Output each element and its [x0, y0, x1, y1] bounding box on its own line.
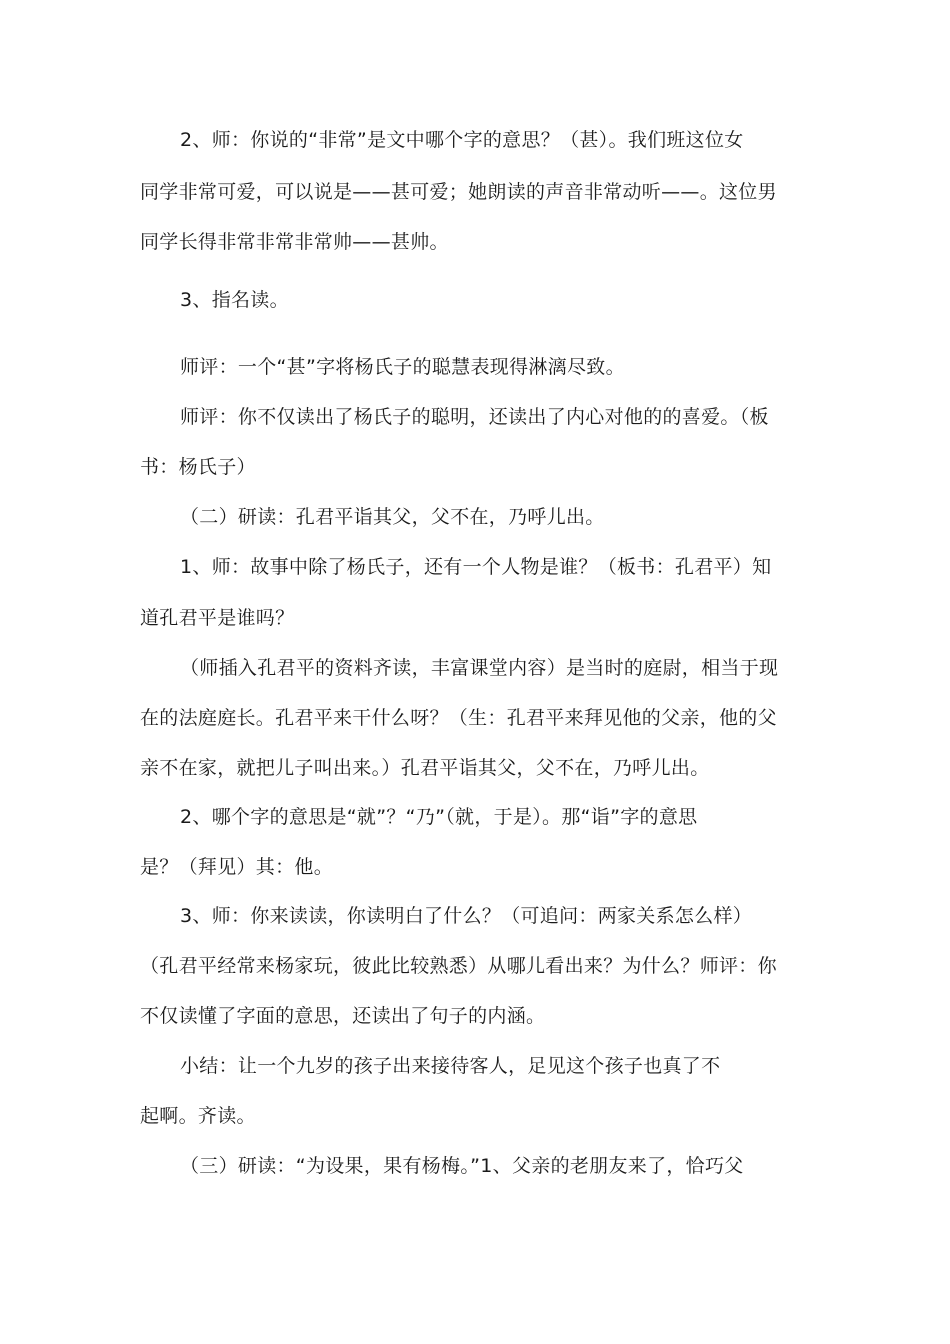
paragraph-line: 同学长得非常非常非常帅——甚帅。 [140, 231, 449, 253]
paragraph-line: 道孔君平是谁吗？ [140, 607, 295, 629]
paragraph-line: 在的法庭庭长。孔君平来干什么呀？（生：孔君平来拜见他的父亲，他的父 [140, 707, 777, 729]
paragraph-line: 师评：一个“甚”字将杨氏子的聪慧表现得淋漓尽致。 [180, 356, 625, 378]
paragraph-line: 起啊。齐读。 [140, 1105, 256, 1127]
paragraph-line: （三）研读：“为设果，果有杨梅。”1、父亲的老朋友来了，恰巧父 [180, 1155, 744, 1177]
paragraph-line: 是？（拜见）其：他。 [140, 856, 334, 878]
paragraph-line: （二）研读：孔君平诣其父，父不在，乃呼儿出。 [180, 506, 605, 528]
paragraph-line: 2、哪个字的意思是“就”？“乃”（就，于是）。那“诣”字的意思 [180, 806, 698, 828]
paragraph-line: 3、指名读。 [180, 289, 289, 311]
paragraph-line: （孔君平经常来杨家玩，彼此比较熟悉）从哪儿看出来？为什么？师评：你 [140, 955, 777, 977]
paragraph-line: 小结：让一个九岁的孩子出来接待客人，足见这个孩子也真了不 [180, 1055, 721, 1077]
paragraph-line: 1、师：故事中除了杨氏子，还有一个人物是谁？（板书：孔君平）知 [180, 556, 772, 578]
paragraph-line: （师插入孔君平的资料齐读，丰富课堂内容）是当时的庭尉，相当于现 [180, 657, 779, 679]
paragraph-line: 3、师：你来读读，你读明白了什么？（可追问：两家关系怎么样） [180, 905, 753, 927]
paragraph-line: 同学非常可爱，可以说是——甚可爱；她朗读的声音非常动听——。这位男 [140, 181, 777, 203]
paragraph-line: 2、师：你说的“非常”是文中哪个字的意思？（甚）。我们班这位女 [180, 129, 744, 151]
paragraph-line: 师评：你不仅读出了杨氏子的聪明，还读出了内心对他的的喜爱。（板 [180, 406, 769, 428]
paragraph-line: 亲不在家，就把儿子叫出来。）孔君平诣其父，父不在，乃呼儿出。 [140, 757, 710, 779]
paragraph-line: 书：杨氏子） [140, 456, 256, 478]
paragraph-line: 不仅读懂了字面的意思，还读出了句子的内涵。 [140, 1005, 546, 1027]
